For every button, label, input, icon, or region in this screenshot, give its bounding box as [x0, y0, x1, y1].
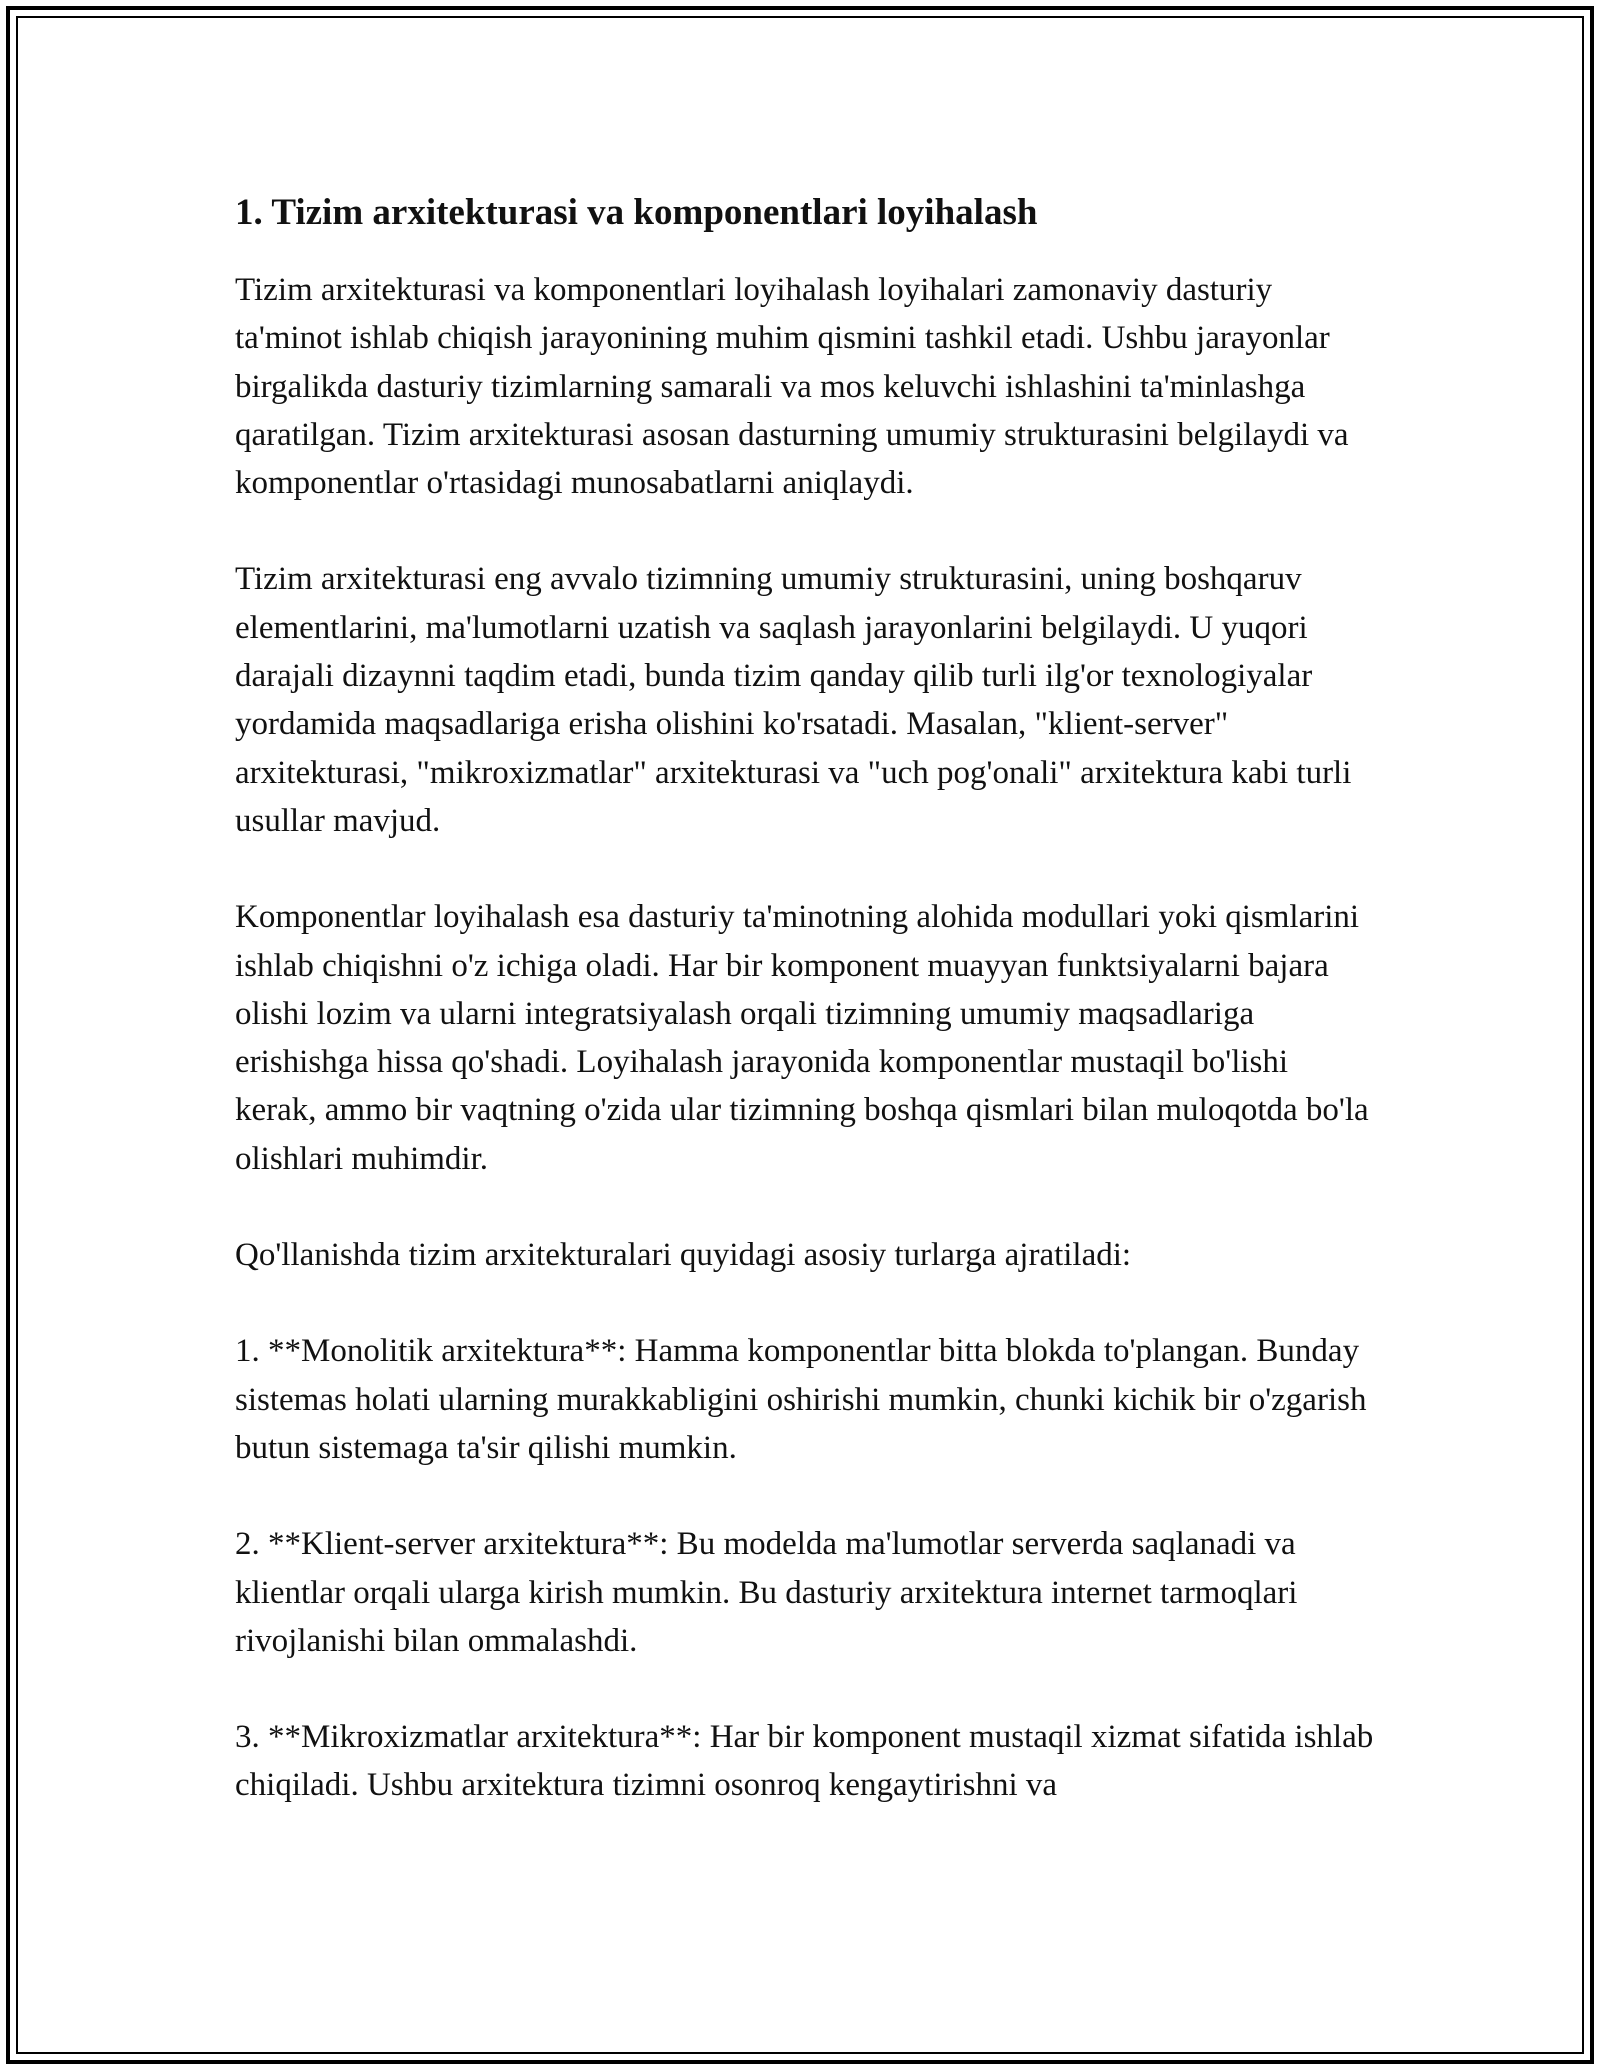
list-item-microservices: 3. **Mikroxizmatlar arxitektura**: Har bir komponent mustaqil xizmat sifatida ishlab chiqiladi. Ushbu arxitektura tizimni osonroq kengaytirishni va: [235, 1719, 1374, 1804]
paragraph-component-design: Komponentlar loyihalash esa dasturiy ta'minotning alohida modullari yoki qismlarini ishlab chiqishni o'z ichiga oladi. Har bir komponent muayyan funktsiyalarni bajara olishi lozim va ularni integratsiyalash orqali tizimning umumiy maqsadlariga erishishga hissa qo'shadi. Loyihalash jarayonida komponentlar mustaqil bo'lishi kerak, ammo bir vaqtning o'zida ular tizimning boshqa qismlari bilan muloqotda bo'la olishlari muhimdir.: [235, 899, 1369, 1177]
list-item-monolithic: 1. **Monolitik arxitektura**: Hamma komponentlar bitta blokda to'plangan. Bunday sistemas holati ularning murakkabligini oshirishi mumkin, chunki kichik bir o'zgarish butun sistemaga ta'sir qilishi mumkin.: [235, 1333, 1367, 1466]
list-item-client-server: 2. **Klient-server arxitektura**: Bu modelda ma'lumotlar serverda saqlanadi va klientlar orqali ularga kirish mumkin. Bu dasturiy arxitektura internet tarmoqlari rivojlanishi bilan ommalashdi.: [235, 1526, 1298, 1659]
document-body: [235, 188, 1375, 1858]
paragraph-system-architecture: Tizim arxitekturasi eng avvalo tizimning umumiy strukturasini, uning boshqaruv elementlarini, ma'lumotlarni uzatish va saqlash jarayonlarini belgilaydi. U yuqori darajali dizaynni taqdim etadi, bunda tizim qanday qilib turli ilg'or texnologiyalar yordamida maqsadlariga erisha olishini ko'rsatadi. Masalan, "klient-server" arxitekturasi, "mikroxizmatlar" arxitekturasi va "uch pog'onali" arxitektura kabi turli usullar mavjud.: [235, 561, 1352, 839]
section-heading: 1. Tizim arxitekturasi va komponentlari loyihalash: [235, 192, 1038, 233]
paragraph-intro: Tizim arxitekturasi va komponentlari loyihalash loyihalari zamonaviy dasturiy ta'minot ishlab chiqish jarayonining muhim qismini tashkil etadi. Ushbu jarayonlar birgalikda dasturiy tizimlarning samarali va mos keluvchi ishlashini ta'minlashga qaratilgan. Tizim arxitekturasi asosan dasturning umumiy strukturasini belgilaydi va komponentlar o'rtasidagi munosabatlarni aniqlaydi.: [235, 272, 1349, 502]
paragraph-architecture-types: Qo'llanishda tizim arxitekturalari quyidagi asosiy turlarga ajratiladi:: [235, 1237, 1132, 1274]
